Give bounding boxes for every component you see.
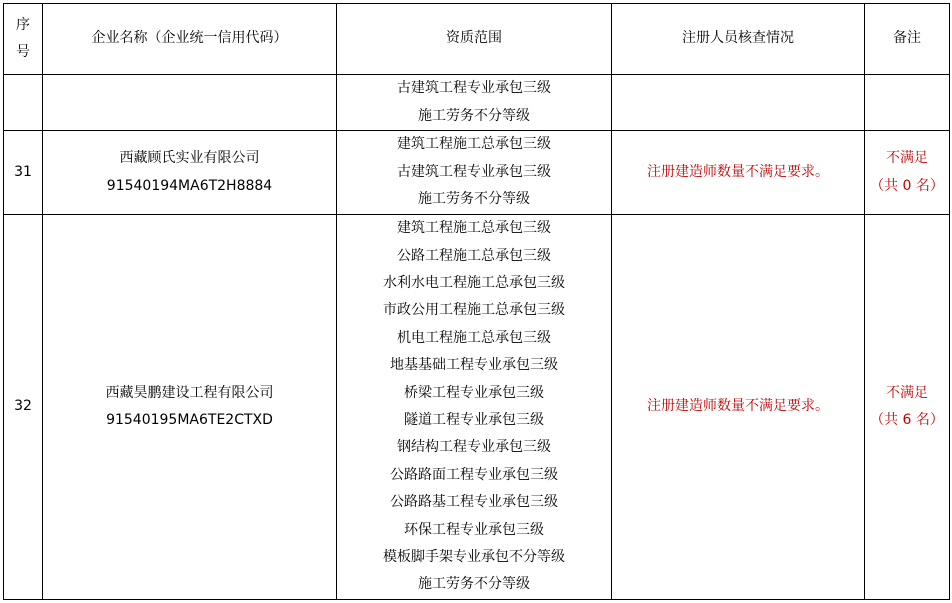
header-seq-line1: 序 (16, 16, 30, 33)
remark-count: （共 6 名） (870, 412, 944, 428)
scope-item: 环保工程专业承包三级 (404, 521, 544, 538)
row-check: 注册建造师数量不满足要求。 (612, 215, 865, 600)
scope-item: 建筑工程施工总承包三级 (397, 136, 551, 153)
scope-item: 市政公用工程施工总承包三级 (383, 302, 565, 319)
table-row-continued (4, 75, 950, 131)
row-scope (337, 131, 612, 215)
scope-item: 公路路基工程专业承包三级 (390, 494, 558, 511)
scope-item: 古建筑工程专业承包三级 (397, 80, 551, 97)
header-company: 企业名称（企业统一信用代码） (43, 4, 337, 75)
row-remark (865, 215, 950, 600)
credit-code: 91540195MA6TE2CTXD (106, 412, 273, 428)
row-seq: 31 (4, 131, 43, 215)
scope-item: 古建筑工程专业承包三级 (397, 163, 551, 180)
verification-table (3, 3, 950, 600)
header-check: 注册人员核查情况 (612, 4, 865, 75)
header-scope: 资质范围 (337, 4, 612, 75)
company-name: 西藏顾氏实业有限公司 (119, 150, 260, 167)
continued-remark-cell (865, 75, 950, 131)
scope-item: 模板脚手架专业承包不分等级 (383, 549, 565, 566)
continued-scope-cell (337, 75, 612, 131)
scope-item: 施工劳务不分等级 (418, 107, 530, 124)
remark-count: （共 0 名） (870, 177, 944, 194)
scope-item: 钢结构工程专业承包三级 (397, 439, 551, 456)
remark-status: 不满足 (886, 384, 928, 401)
scope-item: 施工劳务不分等级 (418, 191, 530, 208)
scope-item: 施工劳务不分等级 (418, 576, 530, 593)
remark-status: 不满足 (886, 150, 928, 167)
header-row (4, 4, 950, 75)
company-name: 西藏昊鹏建设工程有限公司 (105, 384, 274, 401)
row-scope (337, 215, 612, 600)
scope-item: 隧道工程专业承包三级 (404, 412, 544, 428)
row-check: 注册建造师数量不满足要求。 (612, 131, 865, 215)
continued-company-cell (43, 75, 337, 131)
continued-check-cell (612, 75, 865, 131)
scope-item: 水利水电工程施工总承包三级 (383, 274, 565, 291)
header-seq (4, 4, 43, 75)
scope-item: 地基基础工程专业承包三级 (390, 357, 558, 374)
credit-code: 91540194MA6T2H8884 (106, 177, 273, 194)
table-row (4, 215, 950, 600)
row-company (43, 215, 337, 600)
row-seq: 32 (4, 215, 43, 600)
header-seq-line2: 号 (16, 44, 30, 60)
scope-item: 公路路面工程专业承包三级 (390, 466, 558, 483)
table-row (4, 131, 950, 215)
row-company (43, 131, 337, 215)
continued-seq-cell (4, 75, 43, 131)
scope-item: 建筑工程施工总承包三级 (397, 220, 551, 237)
header-remark: 备注 (865, 4, 950, 75)
row-remark (865, 131, 950, 215)
scope-item: 公路工程施工总承包三级 (397, 247, 551, 264)
scope-item: 桥梁工程专业承包三级 (404, 384, 544, 401)
scope-item: 机电工程施工总承包三级 (397, 329, 551, 346)
